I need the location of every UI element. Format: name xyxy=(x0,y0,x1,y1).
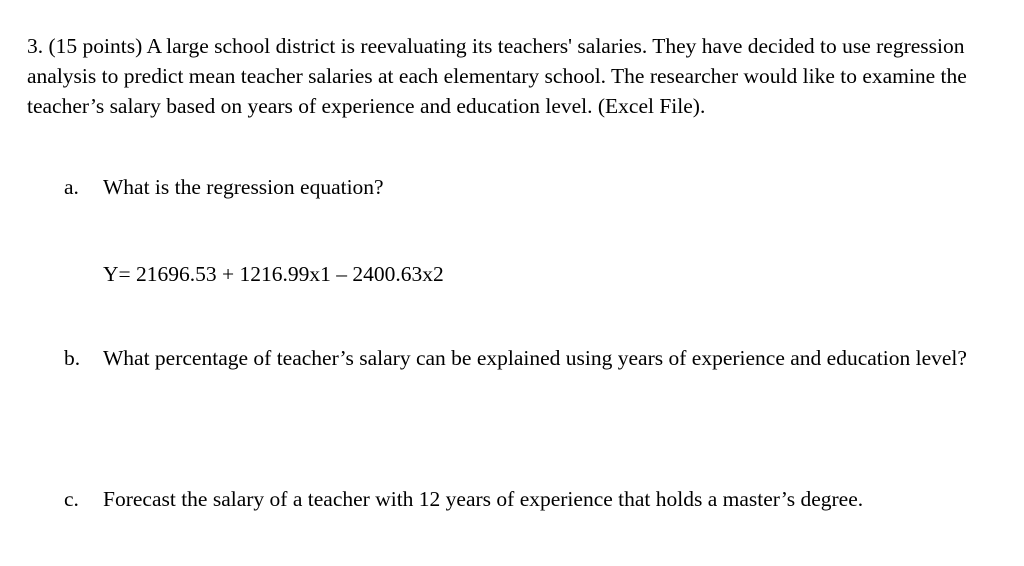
part-c-marker: c. xyxy=(64,487,79,511)
part-a-text: What is the regression equation? xyxy=(103,175,384,199)
part-a-marker: a. xyxy=(64,175,79,199)
part-b-marker: b. xyxy=(64,346,81,370)
part-b-text: What percentage of teacher’s salary can be explained using years of experience and education level? xyxy=(103,346,967,370)
regression-equation-answer: Y= 21696.53 + 1216.99x1 – 2400.63x2 xyxy=(103,262,444,286)
question-intro: 3. (15 points) A large school district is reevaluating its teachers' salaries. They have decided to use regression analysis to predict mean teacher salaries at each elementary school. The researcher would like to examine the teacher’s salary based on years of experience and education level. (Excel File). xyxy=(27,34,967,118)
part-c-text: Forecast the salary of a teacher with 12 years of experience that holds a master’s degree. xyxy=(103,487,864,511)
